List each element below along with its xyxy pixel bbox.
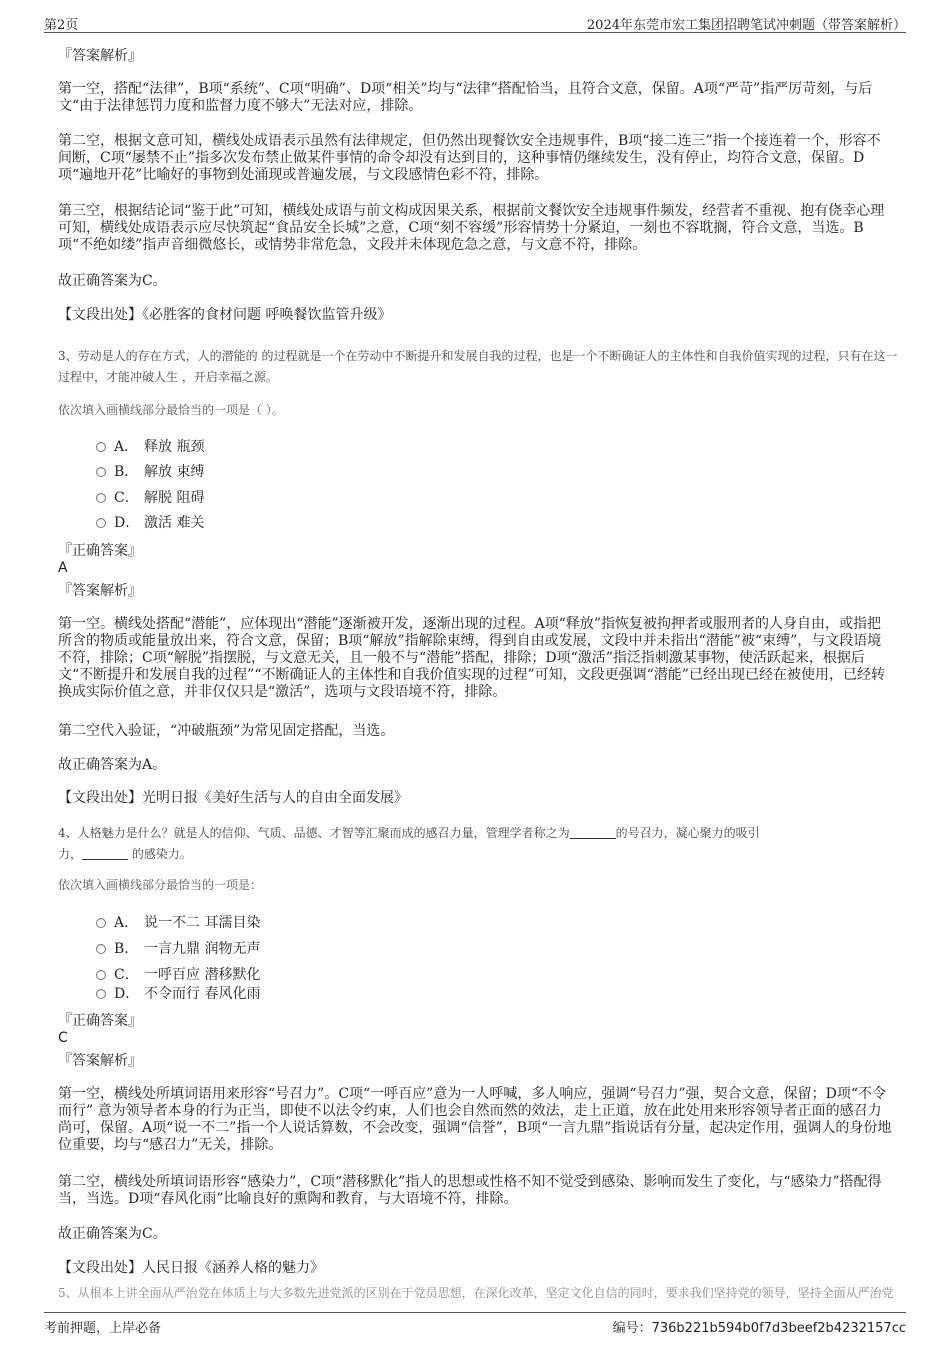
q4-blank-2 [82,847,128,860]
q4-prompt: 依次填入画横线部分最恰当的一项是： [58,878,263,892]
option-text: 释放 瓶颈 [144,439,205,455]
option-letter: D． [114,986,140,1002]
q2-conclusion: 故正确答案为C。 [58,273,167,289]
code-label: 编号： [612,1321,652,1336]
page-number: 第2页 [44,18,79,33]
q4-stem-part2: 的号召力，凝心聚力的吸引 [615,826,760,840]
q4-stem-part3: 力， [58,847,83,861]
radio-button-icon[interactable] [96,970,106,980]
q5-stem-cut [58,1286,900,1303]
q4-stem [58,823,900,865]
option-text: 不令而行 春风化雨 [144,986,261,1002]
q4-option-c[interactable] [96,966,260,984]
radio-button-icon[interactable] [96,944,106,954]
option-letter: C． [114,490,139,506]
q3-source: 【文段出处】光明日报《美好生活与人的自由全面发展》 [58,790,408,806]
q3-analysis-label: 『答案解析』 [58,583,142,599]
q3-conclusion: 故正确答案为A。 [58,757,167,773]
option-letter: A． [114,439,139,455]
radio-button-icon[interactable] [96,518,106,528]
q4-option-a[interactable] [96,914,260,932]
q3-analysis-p1: 第一空。横线处搭配“潜能”，应体现出“潜能”逐渐被开发，逐渐出现的过程。A项“释放”指恢复被拘押者或服刑者的人身自由，或指把所含的物质或能量放出来，符合文意，保留；B项“解放”指解除束缚，得到自由或发展，文段中并未指出“潜能”被“束缚”，与文段语境不符，排除；C项“解脱”指摆脱，与文意无关，且一般不与“潜能”搭配，排除；D项“激活”指泛指刺激某事物，使活跃起来，根据后文“不断提升和发展自我的过程”“不断确证人的主体性和自我价值实现的过程”可知，文段更强调“潜能”已经出现已经在被使用，已经转换成实际价值之意，并非仅仅只是“激活”，选项与文段语境不符，排除。 [58,616,885,700]
q2-analysis-label: 『答案解析』 [58,48,142,64]
document-title: 2024年东莞市宏工集团招聘笔试冲刺题（带答案解析） [586,18,906,33]
option-text: 一言九鼎 润物无声 [144,941,261,957]
q4-option-d[interactable] [96,985,260,1003]
page-header [44,14,906,33]
q3-option-c[interactable] [96,489,204,507]
option-letter: D． [114,515,140,531]
option-text: 激活 难关 [144,515,205,531]
option-letter: A． [114,915,139,931]
radio-button-icon[interactable] [96,493,106,503]
q4-analysis-p2: 第二空，横线处所填词语形容“感染力”，C项“潜移默化”指人的思想或性格不知不觉受到感染、影响而发生了变化，与“感染力”搭配得当，当选。D项“春风化雨”比喻良好的熏陶和教育，与大语境不符，排除。 [58,1174,882,1207]
page-footer [44,1312,906,1335]
radio-button-icon[interactable] [96,442,106,452]
option-text: 一呼百应 潜移默化 [144,967,261,983]
radio-button-icon[interactable] [96,918,106,928]
q3-prompt: 依次填入画横线部分最恰当的一项是（ ）。 [58,403,284,417]
option-letter: B． [114,941,139,957]
q3-answer: A [58,560,68,576]
q5-stem-text: 5、从根本上讲全面从严治党在体质上与大多数先进党派的区别在于党员思想，在深化改革，坚定文化自信的同时，要求我们坚持党的领导，坚持全面从严治党 [58,1286,894,1300]
q4-answer: C [58,1030,68,1046]
q4-stem-part1: 4、人格魅力是什么？就是人的信仰、气质、品德、才智等汇聚而成的感召力量，管理学者称之为 [58,826,570,840]
q3-option-d[interactable] [96,514,204,532]
q2-analysis-p1: 第一空，搭配“法律”，B项“系统”、C项“明确”、D项“相关”均与“法律”搭配恰当，且符合文意，保留。A项“严苛”指严厉苛刻，与后文“由于法律惩罚力度和监督力度不够大”无法对应，排除。 [58,81,873,114]
footer-slogan: 考前押题，上岸必备 [44,1321,162,1336]
option-text: 解放 束缚 [144,464,205,480]
q3-answer-label: 『正确答案』 [58,543,142,559]
q3-option-a[interactable] [96,438,204,456]
q4-conclusion: 故正确答案为C。 [58,1226,167,1242]
q4-source: 【文段出处】人民日报《涵养人格的魅力》 [58,1260,324,1276]
q2-analysis-p3: 第三空，根据结论词“鉴于此”可知，横线处成语与前文构成因果关系，根据前文餐饮安全违规事件频发，经营者不重视、抱有侥幸心理可知，横线处成语表示应尽快筑起“食品安全长城”之意，C项“刻不容缓”形容情势十分紧迫，一刻也不容耽搁，符合文意，当选。B项“不绝如缕”指声音细微悠长，或情势非常危急，文段并未体现危急之意，与文意不符，排除。 [58,203,885,253]
option-text: 解脱 阻碍 [144,490,205,506]
q4-answer-label: 『正确答案』 [58,1013,142,1029]
radio-button-icon[interactable] [96,989,106,999]
q4-analysis-p1: 第一空，横线处所填词语用来形容“号召力”。C项“一呼百应”意为一人呼喊，多人响应，强调“号召力”强，契合文意，保留；D项“不令而行” 意为领导者本身的行为正当，即使不以法令约束，人们也会自然而然的效法，走上正道，放在此处用来形容领导者正面的感召力尚可，保留。A项“说一不二”指一个人说话算数，不会改变，强调“信誉”，B项“一言九鼎”指说话有分量，起决定作用，强调人的身份地位重要，均与“感召力”无关，排除。 [58,1086,892,1153]
q4-blank-1 [570,826,616,839]
q4-analysis-label: 『答案解析』 [58,1053,142,1069]
option-text: 说一不二 耳濡目染 [144,915,261,931]
document-code [613,1317,906,1336]
q3-analysis-p2: 第二空代入验证，“冲破瓶颈”为常见固定搭配，当选。 [58,723,395,739]
option-letter: C． [114,967,139,983]
q3-option-b[interactable] [96,463,204,481]
q2-source: 【文段出处】《必胜客的食材问题 呼唤餐饮监管升级》 [58,307,392,323]
q3-stem: 3、劳动是人的存在方式，人的潜能的 的过程就是一个在劳动中不断提升和发展自我的过程，也是一个不断确证人的主体性和自我价值实现的过程，只有在这一过程中，才能冲破人生 ，开启幸福之源。 [58,349,898,384]
q4-option-b[interactable] [96,940,260,958]
code-value: 736b221b594b0f7d3beef2b4232157cc [651,1321,906,1336]
q4-stem-part4: 的感染力。 [131,847,192,861]
option-letter: B． [114,464,139,480]
radio-button-icon[interactable] [96,467,106,477]
q2-analysis-p2: 第二空，根据文意可知，横线处成语表示虽然有法律规定，但仍然出现餐饮安全违规事件，B项“接二连三”指一个接连着一个，形容不间断，C项“屡禁不止”指多次发布禁止做某件事情的命令却没有达到目的，这种事情仍继续发生，没有停止，均符合文意，保留。D项“遍地开花”比喻好的事物到处涌现或普遍发展，与文段感情色彩不符，排除。 [58,133,881,183]
